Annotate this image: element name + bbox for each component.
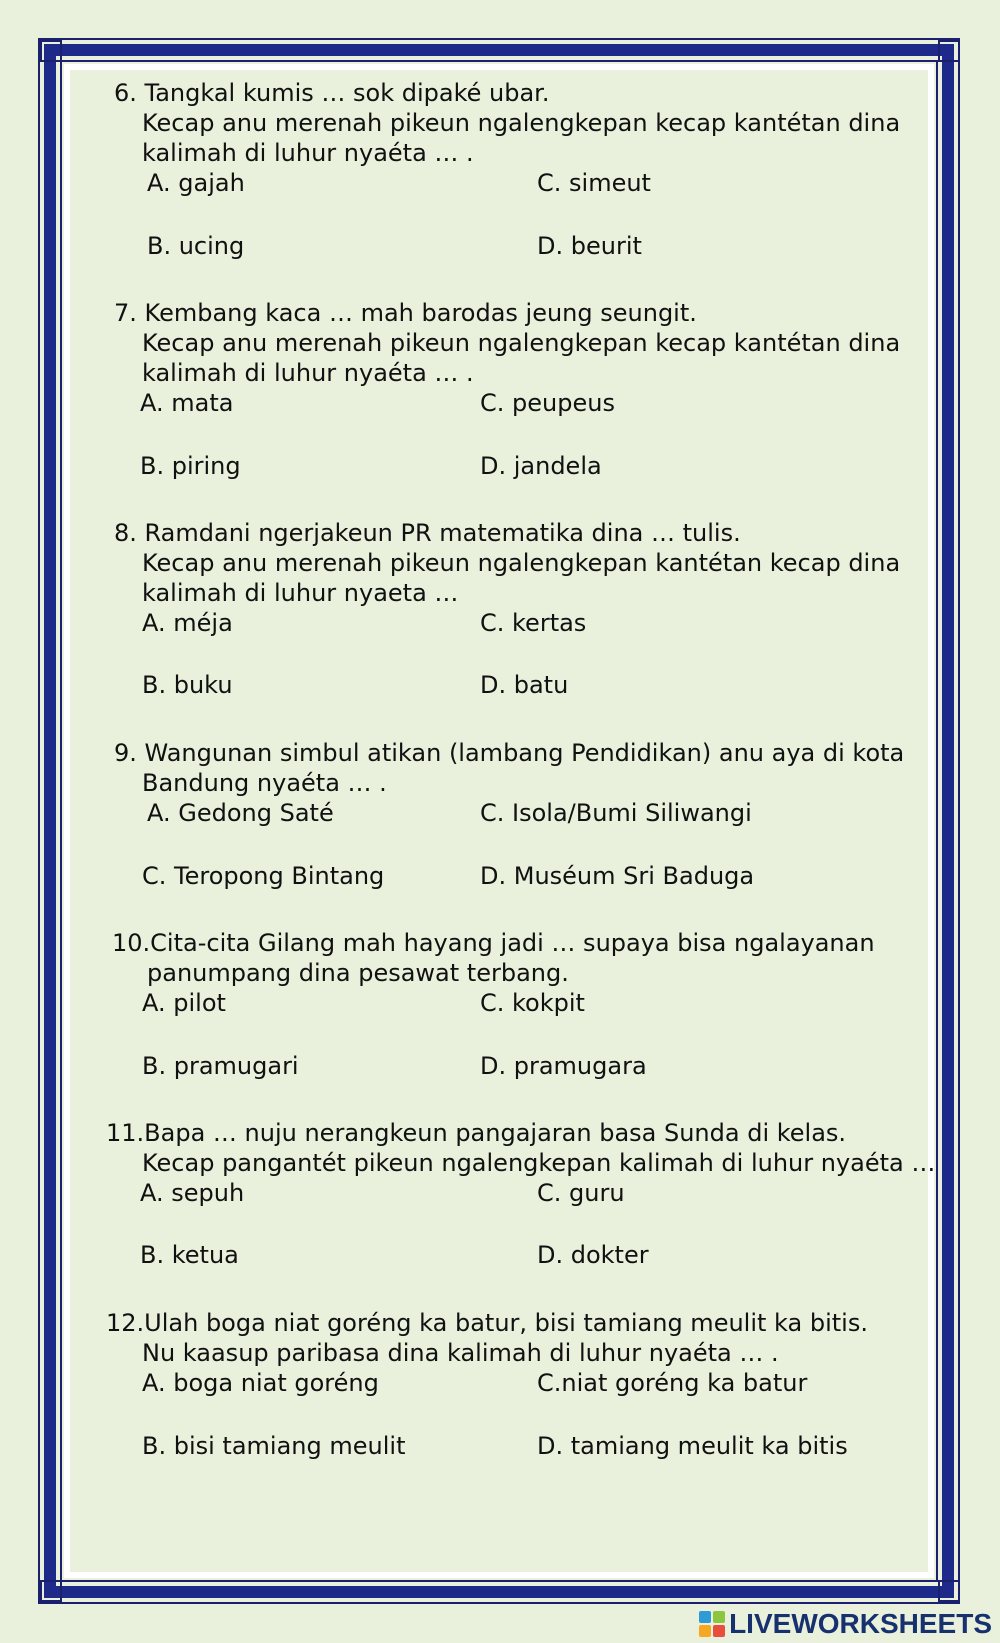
option-a[interactable]: A. Gedong Saté: [147, 799, 334, 827]
option-d[interactable]: D. Muséum Sri Baduga: [480, 862, 755, 890]
question-stem: 12.Ulah boga niat goréng ka batur, bisi tamiang meulit ka bitis.: [106, 1309, 868, 1337]
question-stem: 7. Kembang kaca … mah barodas jeung seungit.: [114, 299, 697, 327]
question-stem: 11.Bapa … nuju nerangkeun pangajaran basa Sunda di kelas.: [106, 1119, 847, 1147]
question-stem: 10.Cita-cita Gilang mah hayang jadi … supaya bisa ngalayanan: [112, 929, 875, 957]
option-b[interactable]: B. ucing: [147, 232, 245, 260]
question-stem: Nu kaasup paribasa dina kalimah di luhur nyaéta … .: [142, 1339, 779, 1367]
question-stem: 8. Ramdani ngerjakeun PR matematika dina … tulis.: [114, 519, 741, 547]
option-b[interactable]: B. pramugari: [142, 1052, 299, 1080]
option-d[interactable]: D. beurit: [537, 232, 642, 260]
option-d[interactable]: D. dokter: [537, 1241, 649, 1269]
option-c[interactable]: C. peupeus: [480, 389, 615, 417]
option-a[interactable]: A. gajah: [147, 169, 245, 197]
option-a[interactable]: A. sepuh: [140, 1179, 245, 1207]
frame-corner: [40, 40, 62, 62]
frame-corner: [40, 1580, 62, 1602]
liveworksheets-logo-icon: [699, 1611, 725, 1637]
liveworksheets-logo[interactable]: [699, 1609, 992, 1639]
option-c[interactable]: C. Isola/Bumi Siliwangi: [480, 799, 752, 827]
option-c[interactable]: C. kokpit: [480, 989, 585, 1017]
question-stem: Kecap anu merenah pikeun ngalengkepan kantétan kecap dina: [142, 549, 901, 577]
question-stem: 6. Tangkal kumis … sok dipaké ubar.: [114, 79, 550, 107]
question-stem: Kecap anu merenah pikeun ngalengkepan kecap kantétan dina: [142, 329, 901, 357]
question-stem: Bandung nyaéta … .: [142, 769, 387, 797]
question-stem: kalimah di luhur nyaéta … .: [142, 359, 474, 387]
option-b[interactable]: B. bisi tamiang meulit: [142, 1432, 406, 1460]
option-c-second[interactable]: C. Teropong Bintang: [142, 862, 385, 890]
option-b[interactable]: B. buku: [142, 671, 233, 699]
option-a[interactable]: A. pilot: [142, 989, 226, 1017]
option-d[interactable]: D. jandela: [480, 452, 602, 480]
question-stem: Kecap pangantét pikeun ngalengkepan kalimah di luhur nyaéta …: [142, 1149, 936, 1177]
option-d[interactable]: D. tamiang meulit ka bitis: [537, 1432, 848, 1460]
option-b[interactable]: B. piring: [140, 452, 241, 480]
option-c[interactable]: C. guru: [537, 1179, 625, 1207]
question-stem: kalimah di luhur nyaeta …: [142, 579, 459, 607]
frame-corner: [938, 40, 960, 62]
question-stem: panumpang dina pesawat terbang.: [147, 959, 569, 987]
logo-text: LIVEWORKSHEETS: [729, 1608, 992, 1639]
option-d[interactable]: D. batu: [480, 671, 569, 699]
option-d[interactable]: D. pramugara: [480, 1052, 647, 1080]
option-a[interactable]: A. boga niat goréng: [142, 1369, 379, 1397]
option-a[interactable]: A. mata: [140, 389, 234, 417]
option-c[interactable]: C. kertas: [480, 609, 587, 637]
option-c[interactable]: C. simeut: [537, 169, 651, 197]
frame-corner: [938, 1580, 960, 1602]
worksheet-content: [72, 72, 936, 1570]
option-c[interactable]: C.niat goréng ka batur: [537, 1369, 808, 1397]
option-b[interactable]: B. ketua: [140, 1241, 239, 1269]
question-stem: kalimah di luhur nyaéta … .: [142, 139, 474, 167]
question-stem: Kecap anu merenah pikeun ngalengkepan kecap kantétan dina: [142, 109, 901, 137]
question-stem: 9. Wangunan simbul atikan (lambang Pendidikan) anu aya di kota: [114, 739, 905, 767]
option-a[interactable]: A. méja: [142, 609, 233, 637]
